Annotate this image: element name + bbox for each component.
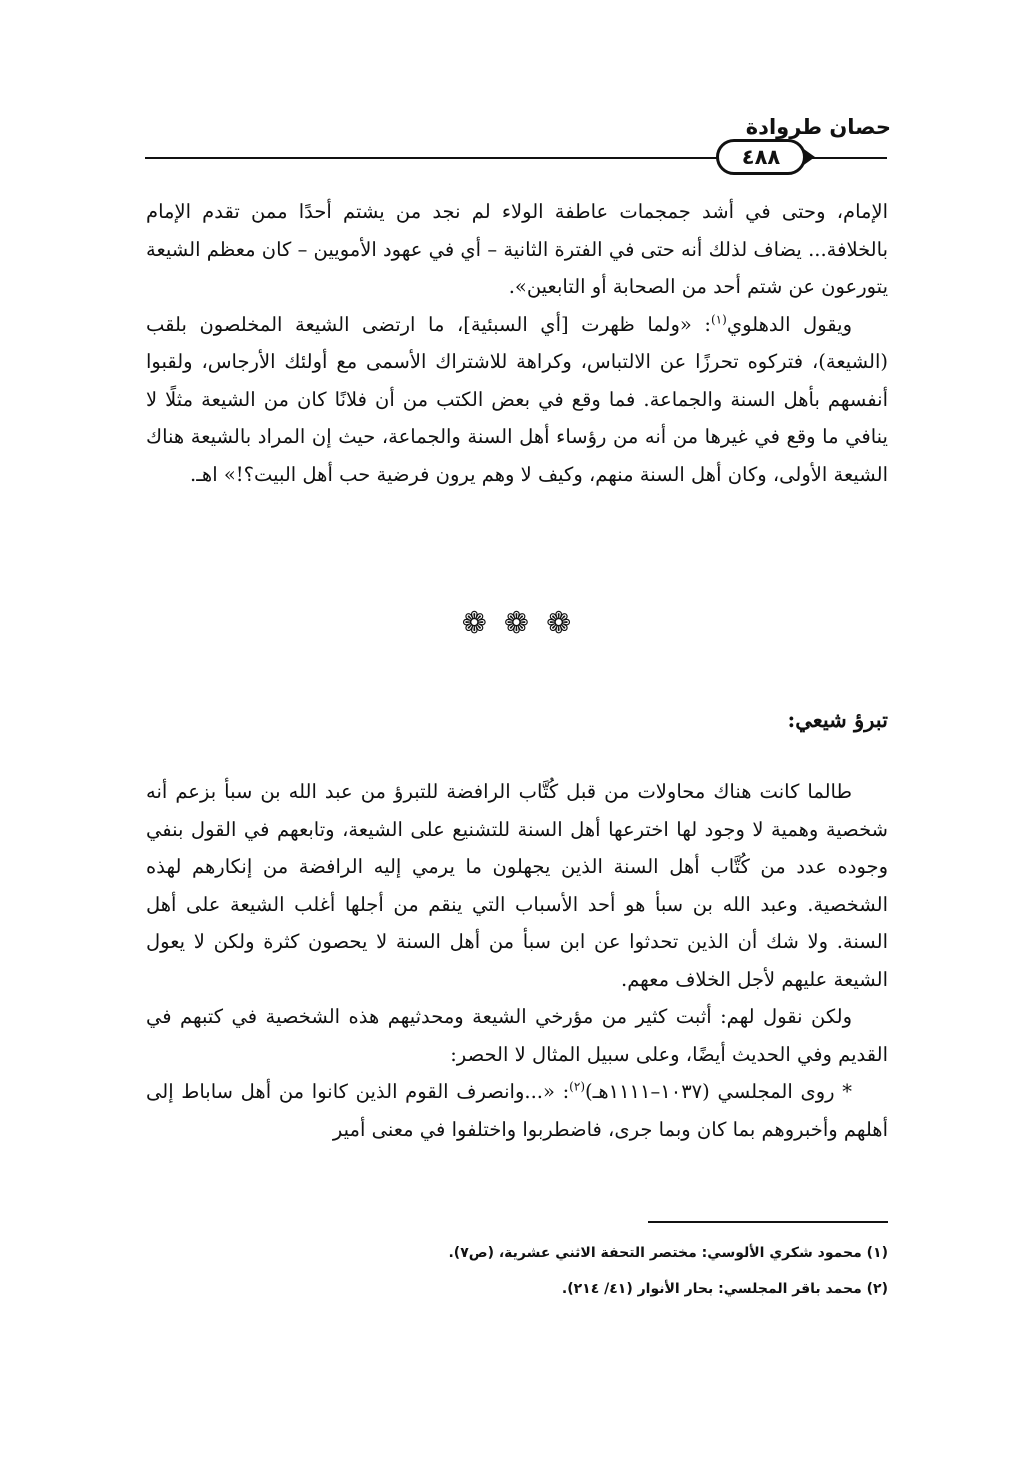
section-heading: تبرؤ شيعي: (787, 707, 888, 732)
paragraph-disavowal: طالما كانت هناك محاولات من قبل كُتَّاب الرافضة للتبرؤ من عبد الله بن سبأ بزعم أنه شخصية وهمية لا وجود لها اخترعها أهل السنة للتشنيع على الشيعة، وتابعهم في القول بنفي وجوده عدد من كُتَّاب أهل السنة الذين يجهلون ما يرمي إليه الرافضة من إنكارهم لهذه الشخصية. وعبد الله بن سبأ هو أحد الأسباب التي ينقم من أجلها أغلب الشيعة على أهل السنة. ولا شك أن الذين تحدثوا عن ابن سبأ من أهل السنة لا يحصون كثرة ولكن لا يعول الشيعة عليهم لأجل الخلاف معهم. (146, 780, 888, 991)
main-text-bottom (146, 773, 888, 1148)
paragraph-continuation: الإمام، وحتى في أشد جمجمات عاطفة الولاء لم نجد من يشتم أحدًا ممن تقدم الإمام بالخلافة... يضاف لذلك أنه حتى في الفترة الثانية – أي في عهود الأمويين – كان معظم الشيعة يتورعون عن شتم أحد من الصحابة أو التابعين». (146, 200, 888, 298)
flower-ornament-icon: ❁ (503, 606, 530, 641)
paragraph-majlisi (146, 1073, 888, 1148)
footnote-ref-1: (١) (710, 312, 727, 326)
flower-ornament-icon: ❁ (546, 606, 572, 641)
majlisi-quote: : «...وانصرف القوم الذين كانوا من أهل ساباط إلى أهلهم وأخبروهم بما كان وبما جرى، فاضطربوا واختلفوا في معنى أمير (146, 1080, 888, 1141)
footnote-2: (٢) محمد باقر المجلسي: بحار الأنوار (٤١/ ٢١٤). (561, 1281, 888, 1297)
footnote-1: (١) محمود شكري الألوسي: مختصر التحفة الاثني عشرية، (ص٧). (448, 1245, 888, 1261)
main-text-top (146, 193, 888, 493)
paragraph-dehlawi (146, 306, 888, 494)
footnote-rule (648, 1221, 888, 1223)
footnotes (146, 1235, 888, 1307)
section-divider-ornaments (0, 604, 1033, 644)
dehlawi-lead: ويقول الدهلوي (726, 312, 852, 336)
paragraph-response: ولكن نقول لهم: أثبت كثير من مؤرخي الشيعة ومحدثيهم هذه الشخصية في كتبهم في القديم وفي الحديث أيضًا، وعلى سبيل المثال لا الحصر: (146, 1005, 888, 1066)
page-number: ٤٨٨ (741, 145, 781, 169)
running-header-title: حصان طروادة (745, 115, 891, 139)
dehlawi-quote: : «ولما ظهرت [أي السبئية]، ما ارتضى الشيعة المخلصون بلقب (الشيعة)، فتركوه تحرزًا عن الالتباس، وكراهة للاشتراك الأسمى مع أولئك الأرجاس، ولقبوا أنفسهم بأهل السنة والجماعة. فما وقع في بعض الكتب من أن فلانًا كان من الشيعة مثلًا لا ينافي ما وقع في غيرها من أنه من رؤساء أهل السنة والجماعة، حيث إن المراد بالشيعة هناك الشيعة الأولى، وكان أهل السنة منهم، وكيف لا وهم يرون فرضية حب أهل البيت؟!» اهـ. (146, 312, 888, 486)
flower-ornament-icon: ❁ (461, 606, 487, 641)
footnote-ref-2: (٢) (569, 1079, 585, 1094)
majlisi-lead: * روى المجلسي (١٠٣٧–١١١١هـ) (585, 1080, 853, 1103)
page-number-badge (716, 139, 806, 175)
